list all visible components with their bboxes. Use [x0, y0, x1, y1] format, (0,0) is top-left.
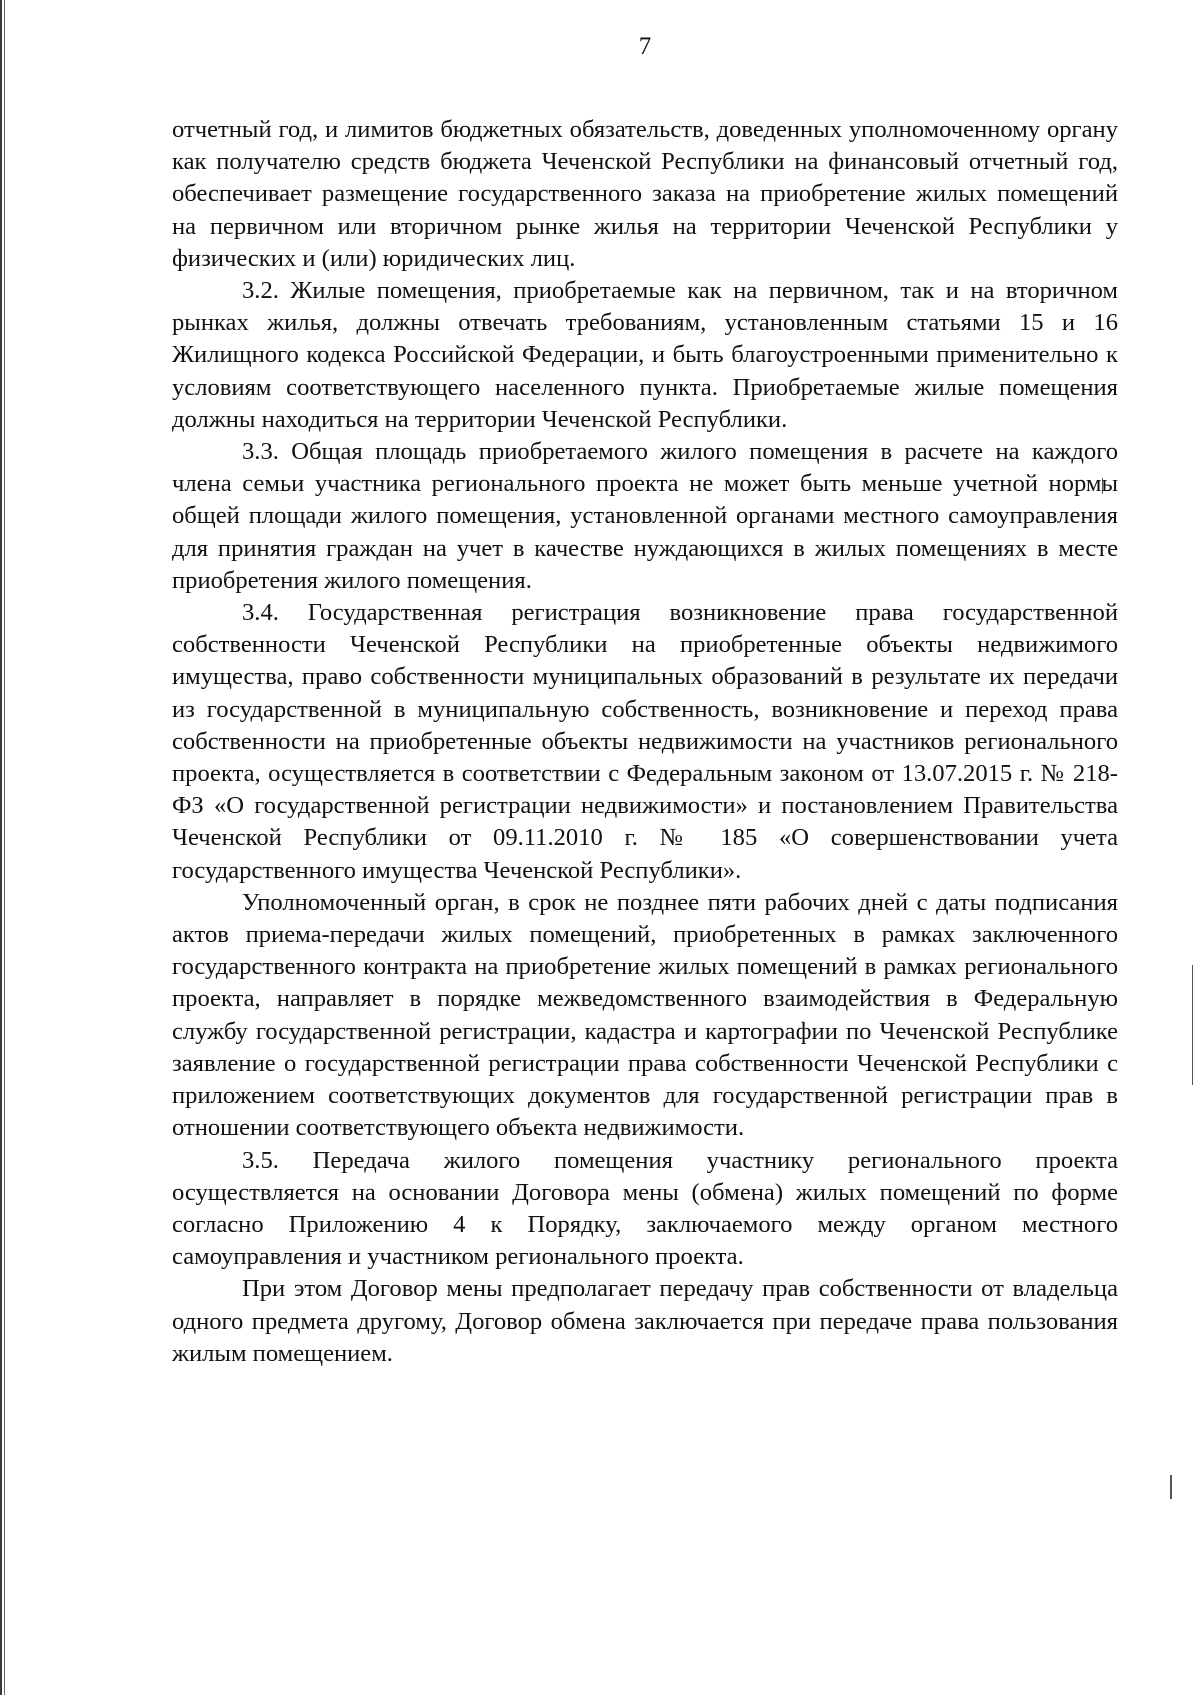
scan-mark [1170, 1475, 1172, 1499]
page-number: 7 [638, 33, 652, 60]
paragraph-3-3: 3.3. Общая площадь приобретаемого жилого помещения в расчете на каждого члена семьи участника регионального проекта не может быть меньше учетной нормы общей площади жилого помещения, установленной органами местного самоуправления для принятия граждан на учет в качестве нуждающихся в жилых помещениях в месте приобретения жилого помещения. [172, 438, 1118, 594]
paragraph-continuation: отчетный год, и лимитов бюджетных обязательств, доведенных уполномоченному органу как получателю средств бюджета Чеченской Республики на финансовый отчетный год, обеспечивает размещение государственного заказа на приобретение жилых помещений на первичном или вторичном рынке жилья на территории Чеченской Республики у физических и (или) юридических лиц. [172, 116, 1118, 272]
paragraph-authorized-body: Уполномоченный орган, в срок не позднее пяти рабочих дней с даты подписания актов приема-передачи жилых помещений, приобретенных в рамках заключенного государственного контракта на приобретение жилых помещений в рамках регионального проекта, направляет в порядке межведомственного взаимодействия в Федеральную службу государственной регистрации, кадастра и картографии по Чеченской Республике заявление о государственной регистрации права собственности Чеченской Республики с приложением соответствующих документов для государственной регистрации прав в отношении соответствующего объекта недвижимости. [172, 888, 1118, 1142]
scan-left-edge [0, 0, 7, 1695]
paragraph-3-2: 3.2. Жилые помещения, приобретаемые как на первичном, так и на вторичном рынках жилья, должны отвечать требованиям, установленным статьями 15 и 16 Жилищного кодекса Российской Федерации, и быть благоустроенными применительно к условиям соответствующего населенного пункта. Приобретаемые жилые помещения должны находиться на территории Чеченской Республики. [172, 277, 1118, 433]
paragraph-3-5: 3.5. Передача жилого помещения участнику регионального проекта осуществляется на основании Договора мены (обмена) жилых помещений по форме согласно Приложению 4 к Порядку, заключаемого между органом местного самоуправления и участником регионального проекта. [172, 1146, 1118, 1271]
document-body [172, 114, 1118, 1370]
scan-mark [1192, 965, 1193, 1085]
paragraph-3-4: 3.4. Государственная регистрация возникновение права государственной собственности Чеченской Республики на приобретенные объекты недвижимого имущества, право собственности муниципальных образований в результате их передачи из государственной в муниципальную собственность, возникновение и переход права собственности на приобретенные объекты недвижимости на участников регионального проекта, осуществляется в соответствии с Федеральным законом от 13.07.2015 г. № 218-ФЗ «О государственной регистрации недвижимости» и постановлением Правительства Чеченской Республики от 09.11.2010 г. № 185 «О совершенствовании учета государственного имущества Чеченской Республики». [172, 599, 1118, 884]
paragraph-exchange-contract: При этом Договор мены предполагает передачу прав собственности от владельца одного предмета другому, Договор обмена заключается при передаче права пользования жилым помещением. [172, 1275, 1118, 1367]
